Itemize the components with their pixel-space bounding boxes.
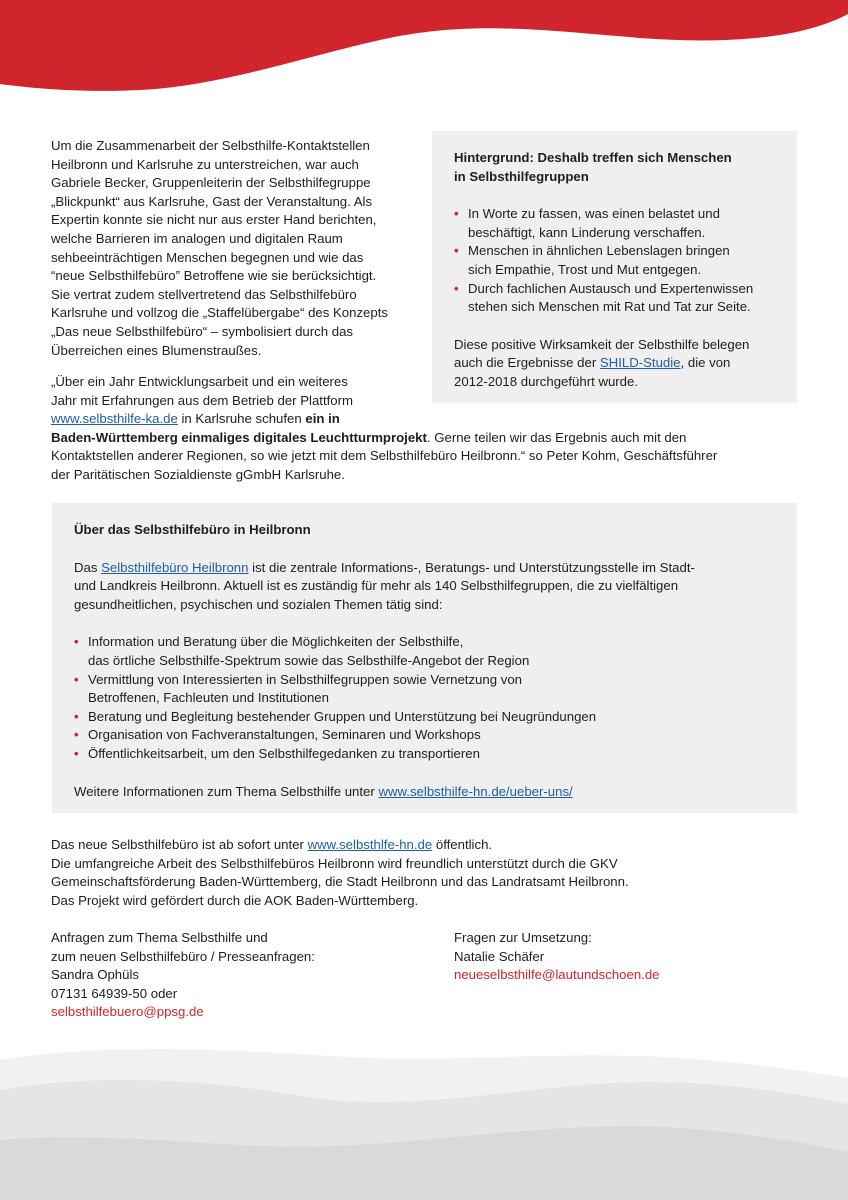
- intro-line: Expertin konnte sie nicht nur aus erster Hand berichten,: [51, 212, 377, 228]
- intro-line: sehbeeinträchtigen Menschen begegnen und wie das: [51, 249, 364, 265]
- ueber-uns-link[interactable]: www.selbsthilfe-hn.de/ueber-uns/: [378, 783, 573, 799]
- about-box-footer: Weitere Informationen zum Thema Selbsthilfe unter www.selbsthilfe-hn.de/ueber-uns/: [74, 783, 573, 799]
- intro-line: “neue Selbsthilfebüro” Betroffene wie sie berücksichtigt.: [51, 268, 377, 284]
- contact-phone: 07131 64939-50 oder: [51, 985, 178, 1001]
- contact-right: Fragen zur Umsetzung: Natalie Schäfer neueselbsthilfe@lautundschoen.de: [454, 929, 794, 985]
- intro-line: Karlsruhe und vollzog die „Staffelübergabe“ des Konzepts: [51, 305, 388, 321]
- list-item: • Vermittlung von Interessierten in Selbsthilfegruppen sowie Vernetzung von Betroffenen, Fachleuten und Institutionen: [74, 671, 784, 708]
- background-bullet-list: [454, 205, 784, 317]
- about-box-title: Über das Selbsthilfebüro in Heilbronn: [74, 522, 311, 537]
- intro-line: Sie vertrat zudem stellvertretend das Selbsthilfebüro: [51, 286, 357, 302]
- list-item: • Information und Beratung über die Möglichkeiten der Selbsthilfe, das örtliche Selbsthilfe-Spektrum sowie das Selbsthilfe-Angebot der Region: [74, 633, 784, 670]
- list-item: • Menschen in ähnlichen Lebenslagen bringen sich Empathie, Trost und Mut entgegen.: [454, 242, 784, 279]
- intro-paragraph: [51, 137, 421, 360]
- selbsthilfe-hn-link[interactable]: www.selbsthlfe-hn.de: [307, 837, 433, 852]
- about-box-intro: Das Selbsthilfebüro Heilbronn ist die zentrale Informations-, Beratungs- und Unterstützungsstelle im Stadt- und Landkreis Heilbronn. Aktuell ist es zuständig für mehr als 140 Selbsthilfegruppen, die zu vielfältigen gesundheitlichen, psychischen und sozialen Themen tätig sind:: [74, 559, 695, 612]
- about-box: [52, 503, 797, 813]
- list-item: • In Worte zu fassen, was einen belastet und beschäftigt, kann Linderung verschaffen.: [454, 205, 784, 242]
- intro-line: welche Barrieren im analogen und digitalen Raum: [51, 230, 343, 246]
- closing-paragraph: Das neue Selbsthilfebüro ist ab sofort unter www.selbsthlfe-hn.de öffentlich. Die umfangreiche Arbeit des Selbsthilfebüros Heilbronn wird freundlich unterstützt durch die GKV Gemeinschaftsförderung Baden-Württemberg, die Stadt Heilbronn und das Landratsamt Heilbronn. Das Projekt wird gefördert durch die AOK Baden-Württemberg.: [51, 837, 629, 908]
- selbsthilfe-ka-link[interactable]: www.selbsthilfe-ka.de: [51, 411, 178, 427]
- shild-study-link[interactable]: SHILD-Studie: [599, 355, 681, 371]
- intro-line: Um die Zusammenarbeit der Selbsthilfe-Kontaktstellen: [51, 138, 370, 153]
- background-info-box: [432, 131, 797, 403]
- background-box-title: Hintergrund: Deshalb treffen sich Menschen in Selbsthilfegruppen: [454, 150, 732, 184]
- top-wave-decoration: [0, 0, 848, 100]
- intro-line: Gabriele Becker, Gruppenleiterin der Selbsthilfegruppe: [51, 175, 371, 191]
- list-item: • Organisation von Fachveranstaltungen, Seminaren und Workshops: [74, 726, 784, 745]
- about-bullet-list: [74, 633, 784, 763]
- contact-left: Anfragen zum Thema Selbsthilfe und zum neuen Selbsthilfebüro / Presseanfragen: Sandra Ophüls 07131 64939-50 oder selbsthilfebuero@ppsg.de: [51, 929, 431, 1022]
- contact-email-link[interactable]: selbsthilfebuero@ppsg.de: [51, 1004, 204, 1020]
- intro-line: Überreichen eines Blumenstraußes.: [51, 342, 262, 358]
- intro-line: „Blickpunkt“ aus Karlsruhe, Gast der Veranstaltung. Als: [51, 193, 373, 209]
- contact-name: Sandra Ophüls: [51, 967, 139, 983]
- intro-line: „Das neue Selbsthilfebüro“ – symbolisiert durch das: [51, 323, 353, 339]
- list-item: • Durch fachlichen Austausch und Expertenwissen stehen sich Menschen mit Rat und Tat zur Seite.: [454, 280, 784, 317]
- list-item: • Beratung und Begleitung bestehender Gruppen und Unterstützung bei Neugründungen: [74, 708, 784, 727]
- background-box-paragraph: Diese positive Wirksamkeit der Selbsthilfe belegen auch die Ergebnisse der SHILD-Studie, die von 2012-2018 durchgeführt wurde.: [454, 336, 750, 389]
- quote-paragraph: „Über ein Jahr Entwicklungsarbeit und ein weiteres Jahr mit Erfahrungen aus dem Betrieb der Plattform www.selbsthilfe-ka.de in Karlsruhe schufen ein in Baden-Württemberg einmaliges digitales Leuchtturmprojekt. Gerne teilen wir das Ergebnis auch mit den Kontaktstellen anderer Regionen, so wie jetzt mit dem Selbsthilfebüro Heilbronn.“ so Peter Kohm, Geschäftsführer der Paritätischen Sozialdienste gGmbH Karlsruhe.: [51, 374, 718, 482]
- intro-line: Heilbronn und Karlsruhe zu unterstreichen, war auch: [51, 156, 359, 172]
- bottom-wave-decoration: [0, 1020, 848, 1200]
- contact-name: Natalie Schäfer: [454, 948, 545, 964]
- list-item: • Öffentlichkeitsarbeit, um den Selbsthilfegedanken zu transportieren: [74, 745, 784, 764]
- selbsthilfebuero-heilbronn-link[interactable]: Selbsthilfebüro Heilbronn: [101, 559, 249, 575]
- contact-email-link[interactable]: neueselbsthilfe@lautundschoen.de: [454, 967, 660, 983]
